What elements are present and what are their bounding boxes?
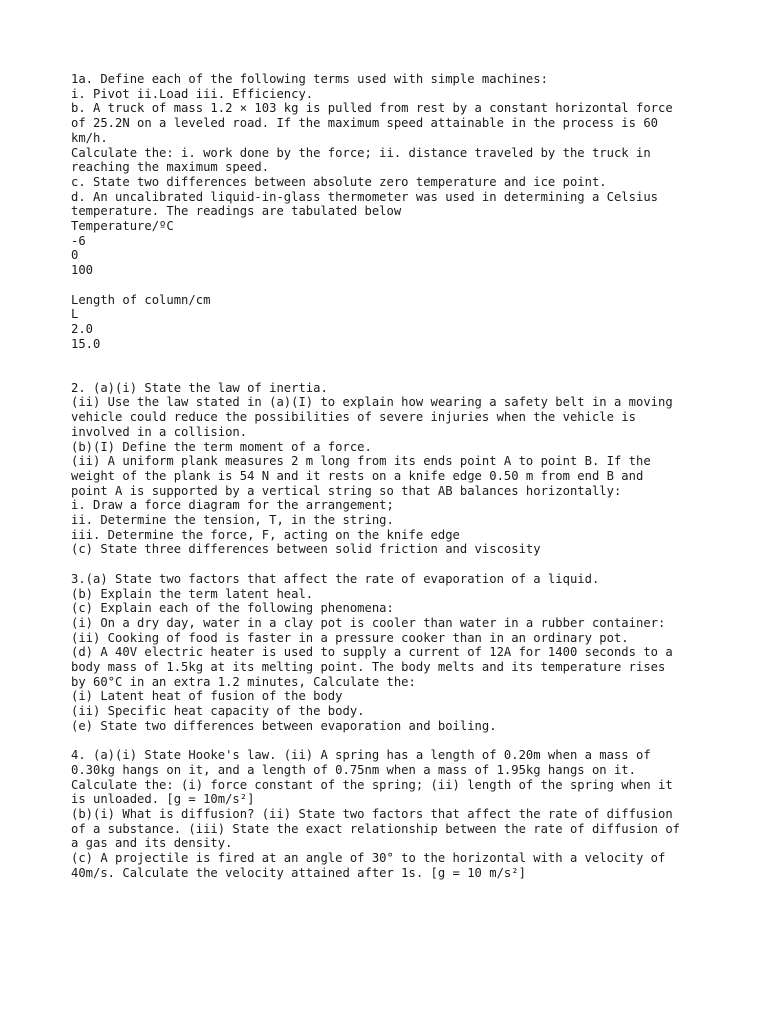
blank-line <box>71 278 711 293</box>
text-line: of a substance. (iii) State the exact relationship between the rate of diffusion of <box>71 821 681 836</box>
text-line: (c) A projectile is fired at an angle of 30° to the horizontal with a velocity of <box>71 851 666 866</box>
text-line: (d) A 40V electric heater is used to supply a current of 12A for 1400 seconds to a <box>71 645 673 660</box>
text-line: b. A truck of mass 1.2 × 103 kg is pulled from rest by a constant horizontal force <box>71 101 673 116</box>
blank-line <box>71 557 711 572</box>
text-line: i. Pivot ii.Load iii. Efficiency. <box>71 86 314 101</box>
text-line: ii. Determine the tension, T, in the string. <box>71 513 394 528</box>
text-line: Calculate the: (i) force constant of the spring; (ii) length of the spring when it <box>71 777 673 792</box>
text-line: (ii) Specific heat capacity of the body. <box>71 704 365 719</box>
text-line: a gas and its density. <box>71 836 233 851</box>
text-line: 0.30kg hangs on it, and a length of 0.75nm when a mass of 1.95kg hangs on it. <box>71 762 636 777</box>
text-line: (e) State two differences between evaporation and boiling. <box>71 718 497 733</box>
text-line: c. State two differences between absolute zero temperature and ice point. <box>71 174 607 189</box>
text-line: weight of the plank is 54 N and it rests on a knife edge 0.50 m from end B and <box>71 468 644 483</box>
text-line: involved in a collision. <box>71 424 248 439</box>
text-line: (c) State three differences between solid friction and viscosity <box>71 542 541 557</box>
text-line: 15.0 <box>71 336 101 351</box>
text-line: 100 <box>71 263 94 278</box>
text-line: 4. (a)(i) State Hooke's law. (ii) A spring has a length of 0.20m when a mass of <box>71 748 651 763</box>
text-line: reaching the maximum speed. <box>71 160 270 175</box>
text-line: Length of column/cm <box>71 292 211 307</box>
text-line: 40m/s. Calculate the velocity attained after 1s. [g = 10 m/s²] <box>71 865 526 880</box>
blank-line <box>71 366 711 381</box>
text-line: (ii) Use the law stated in (a)(I) to explain how wearing a safety belt in a moving <box>71 395 673 410</box>
text-line: 2. (a)(i) State the law of inertia. <box>71 380 328 395</box>
blank-line <box>71 351 711 366</box>
text-line: 2.0 <box>71 321 94 336</box>
text-line: (b) Explain the term latent heal. <box>71 586 314 601</box>
text-line: 1a. Define each of the following terms used with simple machines: <box>71 72 548 86</box>
text-line: (b)(I) Define the term moment of a force. <box>71 439 372 454</box>
text-line: is unloaded. [g = 10m/s²] <box>71 792 255 807</box>
document-page <box>71 72 711 881</box>
text-line: (i) Latent heat of fusion of the body <box>71 689 343 704</box>
text-line: 0 <box>71 248 79 263</box>
text-line: vehicle could reduce the possibilities of severe injuries when the vehicle is <box>71 410 636 425</box>
text-line: (b)(i) What is diffusion? (ii) State two factors that affect the rate of diffusion <box>71 807 673 822</box>
text-line: L <box>71 307 79 322</box>
text-line: (i) On a dry day, water in a clay pot is cooler than water in a rubber container: <box>71 615 666 630</box>
text-line: Calculate the: i. work done by the force; ii. distance traveled by the truck in <box>71 145 651 160</box>
blank-line <box>71 734 711 749</box>
text-line: km/h. <box>71 130 108 145</box>
text-line: by 60°C in an extra 1.2 minutes, Calculate the: <box>71 674 416 689</box>
text-line: -6 <box>71 233 86 248</box>
text-line: i. Draw a force diagram for the arrangement; <box>71 498 394 513</box>
text-line: iii. Determine the force, F, acting on the knife edge <box>71 527 460 542</box>
text-line: point A is supported by a vertical string so that AB balances horizontally: <box>71 483 622 498</box>
text-line: d. An uncalibrated liquid-in-glass thermometer was used in determining a Celsius <box>71 189 658 204</box>
text-line: temperature. The readings are tabulated below <box>71 204 402 219</box>
text-line: (ii) Cooking of food is faster in a pressure cooker than in an ordinary pot. <box>71 630 629 645</box>
text-line: 3.(a) State two factors that affect the rate of evaporation of a liquid. <box>71 571 600 586</box>
text-line: (ii) A uniform plank measures 2 m long from its ends point A to point B. If the <box>71 454 651 469</box>
text-line: Temperature/ºC <box>71 219 174 234</box>
text-line: of 25.2N on a leveled road. If the maximum speed attainable in the process is 60 <box>71 116 658 131</box>
text-line: (c) Explain each of the following phenomena: <box>71 601 394 616</box>
text-line: body mass of 1.5kg at its melting point. The body melts and its temperature rises <box>71 660 666 675</box>
